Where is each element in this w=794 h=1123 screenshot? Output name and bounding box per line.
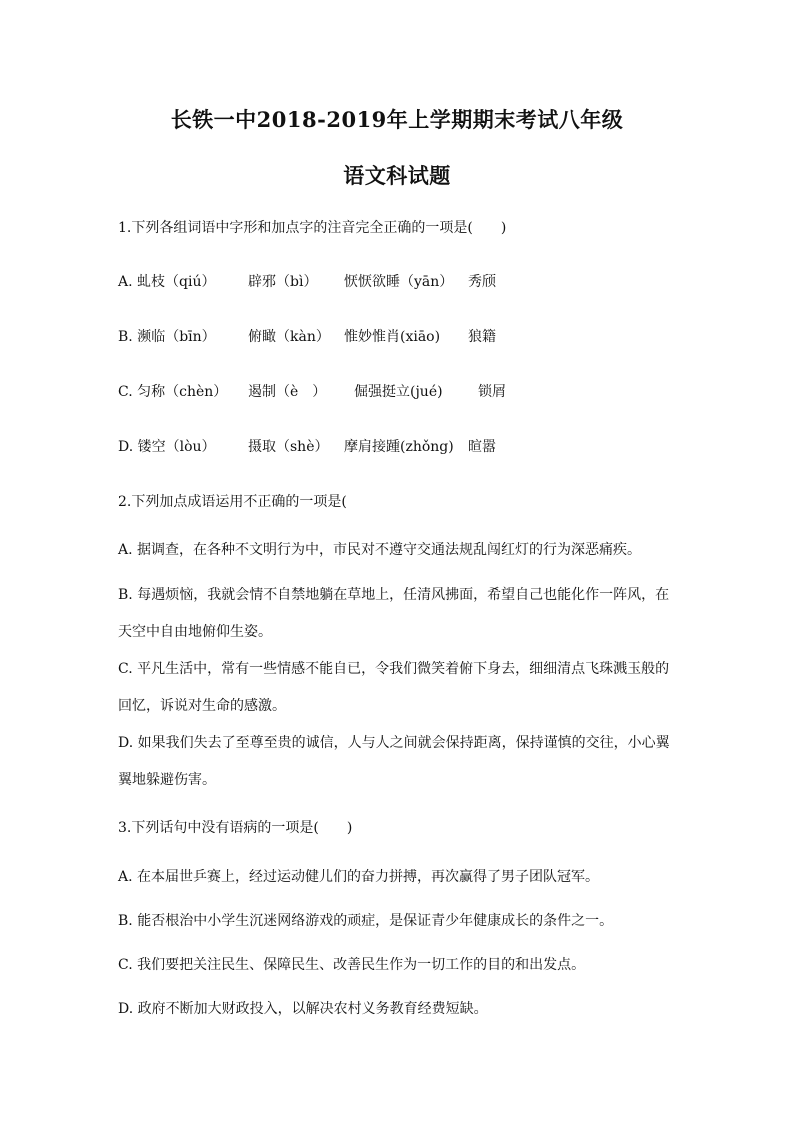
question-2-option-d: D. 如果我们失去了至尊至贵的诚信，人与人之间就会保持距离，保持谨慎的交往，小心翼翼地躲避伤害。	[118, 735, 670, 788]
option-b-word-1: B. 濒临（bīn）	[118, 329, 216, 345]
question-3-option-a: A. 在本届世乒赛上，经过运动健儿们的奋力拼搏，再次赢得了男子团队冠军。	[118, 869, 600, 885]
option-d-word-4: 暄嚣	[468, 439, 496, 455]
question-3-stem: 3.下列话句中没有语病的一项是( )	[118, 820, 353, 836]
option-b-word-2: 俯瞰（kàn）	[248, 329, 330, 345]
question-2-option-b: B. 每遇烦恼，我就会情不自禁地躺在草地上，任清风拂面，希望自己也能化作一阵风，在天空中自由地俯仰生姿。	[118, 587, 670, 640]
option-d-word-3: 摩肩接踵(zhǒng)	[344, 439, 454, 455]
option-a-word-1: A. 虬枝（qiú）	[118, 274, 216, 290]
question-3-option-b: B. 能否根治中小学生沉迷网络游戏的顽症，是保证青少年健康成长的条件之一。	[118, 913, 614, 929]
option-c-word-1: C. 匀称（chèn）	[118, 384, 228, 400]
option-c-word-2: 遏制（è ）	[248, 384, 327, 400]
question-1-stem: 1.下列各组词语中字形和加点字的注音完全正确的一项是( )	[118, 220, 507, 236]
option-d-word-1: D. 镂空（lòu）	[118, 439, 216, 455]
option-a-word-3: 恹恹欲睡（yān）	[344, 274, 454, 290]
option-d-word-2: 摄取（shè）	[248, 439, 329, 455]
exam-title: 长铁一中2018-2019年上学期期末考试八年级	[170, 107, 624, 132]
option-c-word-3: 倔强挺立(jué)	[354, 384, 443, 400]
question-2-option-c: C. 平凡生活中，常有一些情感不能自已，令我们微笑着俯下身去，细细清点飞珠溅玉般的回忆，诉说对生命的感激。	[118, 661, 670, 714]
option-c-word-4: 锁屑	[478, 384, 506, 400]
option-a-word-4: 秀颀	[468, 274, 496, 290]
question-2-option-a: A. 据调查，在各种不文明行为中，市民对不遵守交通法规乱闯红灯的行为深恶痛疾。	[118, 542, 642, 558]
question-3-option-d: D. 政府不断加大财政投入，以解决农村义务教育经费短缺。	[118, 1001, 488, 1017]
option-b-word-3: 惟妙惟肖(xiāo)	[344, 329, 441, 345]
question-3-option-c: C. 我们要把关注民生、保障民生、改善民生作为一切工作的目的和出发点。	[118, 957, 586, 973]
question-2-stem: 2.下列加点成语运用不正确的一项是(	[118, 494, 347, 510]
option-a-word-2: 辟邪（bì）	[248, 274, 318, 290]
option-b-word-4: 狼籍	[468, 329, 496, 345]
exam-subtitle: 语文科试题	[343, 163, 451, 188]
